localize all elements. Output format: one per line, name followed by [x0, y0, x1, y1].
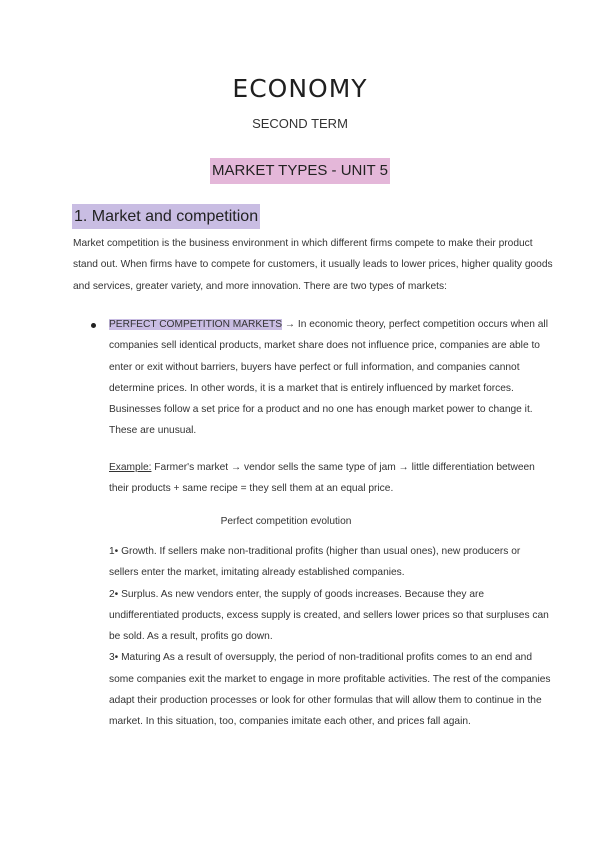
document-subtitle: SECOND TERM — [252, 116, 348, 131]
unit-heading-wrap — [0, 158, 600, 184]
bullet-term: PERFECT COMPETITION MARKETS — [109, 319, 283, 330]
evolution-step-2: 2• Surplus. As new vendors enter, the supply of goods increases. Because they are undifferentiated products, excess supply is created, and sellers lower prices so that surpluses can be sold. As a result, profits go down. — [109, 588, 549, 643]
section-heading: 1. Market and competition — [72, 204, 260, 229]
bullet-description: → In economic theory, perfect competition occurs when all companies sell identical products, market share does not influence price, companies are able to enter or exit without barriers, buyers have perfect or full information, and companies cannot determine prices. In other words, it is a market that is entirely influenced by market forces. Businesses follow a set price for a product and no one has enough market power to change it. These are unusual. — [109, 319, 548, 437]
bullet-paragraph — [109, 314, 551, 442]
intro-paragraph: Market competition is the business environment in which different firms compete to make their product stand out. When firms have to compete for customers, it usually leads to lower prices, higher quality goods and services, greater variety, and more innovation. There are two types of markets: — [73, 238, 553, 292]
unit-heading: MARKET TYPES - UNIT 5 — [210, 158, 390, 184]
example-text: Farmer's market → vendor sells the same type of jam → little differentiation between their products + same recipe = they sell them at an equal price. — [109, 462, 535, 495]
evolution-title: Perfect competition evolution — [220, 516, 352, 527]
evolution-steps — [109, 541, 551, 733]
document-title: ECONOMY — [232, 74, 368, 103]
evolution-step-1: 1• Growth. If sellers make non-traditional profits (higher than usual ones), new producers or sellers enter the market, imitating already established companies. — [109, 546, 521, 579]
evolution-step-3: 3• Maturing As a result of oversupply, the period of non-traditional profits comes to an end and some companies exit the market to engage in more profitable activities. The rest of the companies adapt their production processes or look for other formulas that will allow them to continue in the market. In this situation, too, companies imitate each other, and prices fall again. — [109, 652, 551, 728]
example-label: Example: — [109, 462, 152, 473]
evolution-title-wrap — [0, 516, 548, 527]
example-paragraph — [109, 457, 551, 500]
bullet-marker — [91, 323, 96, 328]
